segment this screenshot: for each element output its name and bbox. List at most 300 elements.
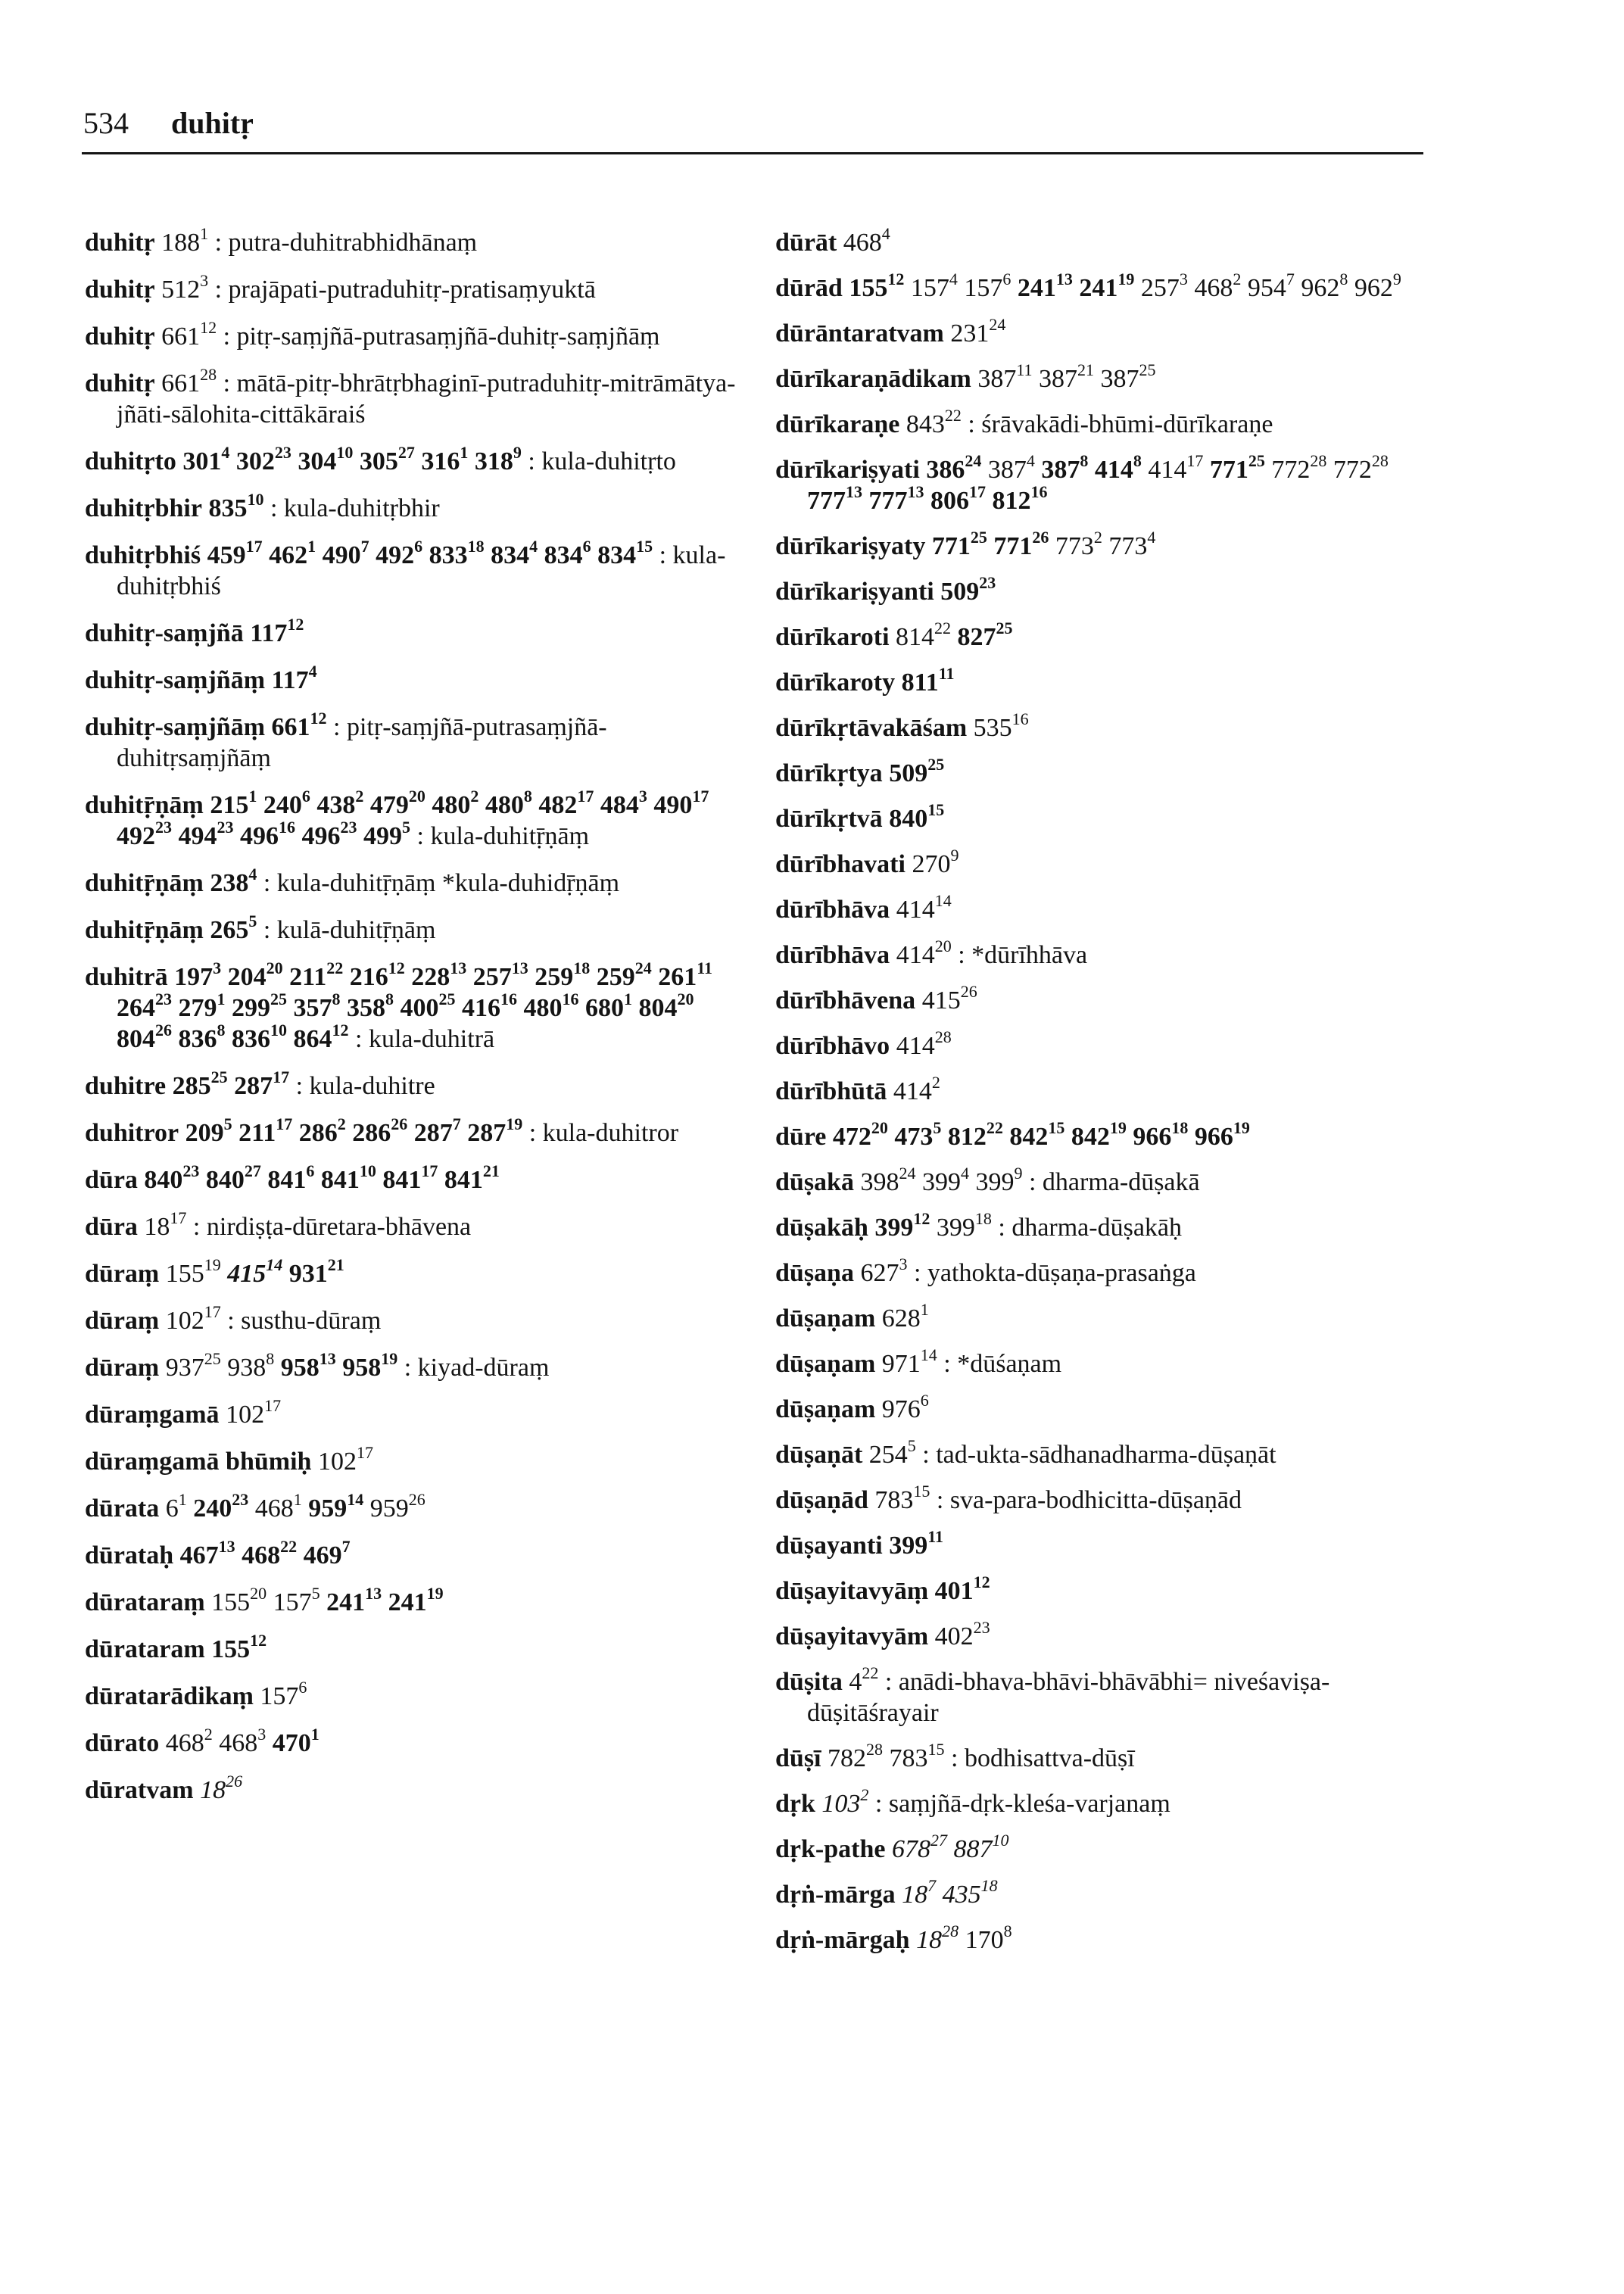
page-reference: $496^{23}$ xyxy=(301,818,357,850)
page-reference: $215^1$ xyxy=(210,787,257,819)
entry-gloss: : kula-duhitṛto xyxy=(528,447,676,475)
entry-headword: dūrībhāvena xyxy=(775,986,916,1015)
page-reference: $958^{13}$ xyxy=(280,1349,336,1382)
page-reference: $771^{25}$ xyxy=(1209,451,1265,484)
line-number: 17 xyxy=(969,482,986,501)
line-number: 25 xyxy=(996,619,1013,637)
entry-gloss: : kula-duhitṛbhiś xyxy=(117,541,726,600)
page-reference: $357^8$ xyxy=(293,990,341,1022)
line-number: 28 xyxy=(866,1740,883,1759)
entry-gloss: : kula-duhitror xyxy=(528,1119,679,1147)
entry-headword: dūrīkaroti xyxy=(775,623,890,651)
index-entry xyxy=(775,891,1442,925)
entry-headword: duhitṛ-saṃjñā xyxy=(85,619,244,647)
entry-headword: duhitṛ xyxy=(85,276,155,304)
line-number: 25 xyxy=(204,1349,221,1368)
line-number: 1 xyxy=(178,1490,187,1509)
index-entry xyxy=(775,709,1442,743)
entry-headword: dūṣī xyxy=(775,1744,821,1772)
page-reference: $170^8$ xyxy=(965,1922,1012,1954)
line-number: 10 xyxy=(247,490,264,509)
line-number: 22 xyxy=(326,958,344,977)
entry-headword: dūrīkariṣyaty xyxy=(775,532,926,560)
line-number: 5 xyxy=(311,1584,320,1603)
page-reference: $285^{25}$ xyxy=(172,1068,228,1100)
entry-headword: duhitṝṇāṃ xyxy=(85,869,204,897)
index-entry xyxy=(775,619,1442,653)
index-entry xyxy=(85,912,743,946)
index-entry xyxy=(775,528,1442,562)
entry-headword: dūrataḥ xyxy=(85,1541,174,1569)
left-column xyxy=(85,224,743,1822)
index-entry xyxy=(775,1073,1442,1107)
line-number: 6 xyxy=(414,537,423,556)
entry-headword: dṛṅ-mārga xyxy=(775,1881,896,1909)
page-reference: $627^3$ xyxy=(860,1255,908,1287)
line-number: 24 xyxy=(965,451,982,470)
page-reference: $188^1$ xyxy=(161,224,209,257)
line-number: 10 xyxy=(992,1831,1009,1850)
page-reference: $661^{28}$ xyxy=(161,365,217,397)
line-number: 3 xyxy=(899,1255,908,1273)
page-reference: $402^{23}$ xyxy=(934,1618,990,1650)
page-reference: $812^{22}$ xyxy=(947,1118,1003,1151)
page-reference: $435^{18}$ xyxy=(942,1876,998,1909)
page-reference: $231^{24}$ xyxy=(950,315,1006,348)
index-entry xyxy=(775,1391,1442,1425)
line-number: 5 xyxy=(933,1118,942,1137)
index-entry xyxy=(775,1785,1442,1819)
line-number: 18 xyxy=(980,1876,998,1895)
page-reference: $238^4$ xyxy=(210,865,257,897)
index-entry xyxy=(775,451,1442,516)
page-reference: $678^{27}$ xyxy=(891,1831,947,1863)
page-reference: $490^{17}$ xyxy=(653,787,709,819)
page-reference: $414^{14}$ xyxy=(896,891,952,924)
entry-headword: dūṣaṇam xyxy=(775,1395,876,1423)
line-number: 20 xyxy=(408,787,425,806)
page-reference: $286^{26}$ xyxy=(352,1114,408,1147)
page-reference: $209^5$ xyxy=(185,1114,232,1147)
page-reference: $773^4$ xyxy=(1108,528,1156,560)
line-number: 24 xyxy=(634,958,652,977)
line-number: 27 xyxy=(930,1831,947,1850)
entry-headword: duhitṛ xyxy=(85,369,155,397)
entry-headword: dṛk xyxy=(775,1790,815,1818)
page-reference: $479^{20}$ xyxy=(369,787,425,819)
page-reference: $971^{14}$ xyxy=(881,1345,937,1378)
page-reference: $783^{15}$ xyxy=(889,1740,945,1772)
line-number: 8 xyxy=(523,787,532,806)
line-number: 4 xyxy=(529,537,538,556)
index-entry xyxy=(85,1068,743,1102)
page-reference: $954^7$ xyxy=(1247,270,1295,302)
entry-gloss: : śrāvakādi-bhūmi-dūrīkaraṇe xyxy=(968,410,1273,438)
line-number: 5 xyxy=(907,1436,916,1455)
line-number: 15 xyxy=(927,1740,945,1759)
entry-headword: dūrataraṃ xyxy=(85,1588,205,1616)
page-reference: $316^1$ xyxy=(421,443,469,475)
index-entry xyxy=(85,662,743,696)
page-reference: $864^{12}$ xyxy=(293,1021,349,1053)
page-reference: $931^{21}$ xyxy=(288,1255,344,1288)
index-entry xyxy=(85,1161,743,1195)
entry-gloss: : *dūśaṇam xyxy=(943,1350,1062,1378)
line-number: 21 xyxy=(327,1255,344,1274)
running-head xyxy=(83,106,254,141)
line-number: 13 xyxy=(450,958,467,977)
line-number: 23 xyxy=(274,443,291,462)
index-entry xyxy=(775,1482,1442,1516)
page-reference: $841^{17}$ xyxy=(382,1161,438,1194)
line-number: 25 xyxy=(1248,451,1265,470)
index-entry xyxy=(85,1725,743,1759)
line-number: 12 xyxy=(887,270,905,288)
line-number: 15 xyxy=(636,537,653,556)
line-number: 15 xyxy=(927,800,945,819)
line-number: 13 xyxy=(511,958,528,977)
page-reference: $299^{25}$ xyxy=(232,990,287,1022)
entry-headword: dūrīkṛtya xyxy=(775,759,883,787)
line-number: 18 xyxy=(467,537,485,556)
page-reference: $772^{28}$ xyxy=(1333,451,1389,484)
index-entry xyxy=(775,1876,1442,1910)
line-number: 16 xyxy=(500,990,517,1008)
page-reference: $103^2$ xyxy=(821,1785,869,1818)
page-reference: $484^3$ xyxy=(600,787,647,819)
line-number: 28 xyxy=(200,365,217,384)
line-number: 25 xyxy=(270,990,287,1008)
line-number: 28 xyxy=(942,1922,959,1940)
line-number: 4 xyxy=(1147,528,1156,547)
page-reference: $18^{28}$ xyxy=(916,1922,959,1954)
entry-headword: dūṣaṇam xyxy=(775,1304,876,1332)
line-number: 4 xyxy=(308,662,317,681)
page-reference: $772^{28}$ xyxy=(1271,451,1327,484)
line-number: 14 xyxy=(266,1255,283,1274)
page-reference: $241^{19}$ xyxy=(388,1584,444,1616)
index-entry xyxy=(775,664,1442,698)
entry-headword: dūṣayanti xyxy=(775,1532,883,1560)
line-number: 7 xyxy=(927,1876,937,1895)
page-reference: $415^{14}$ xyxy=(227,1255,283,1288)
page-reference: $812^{16}$ xyxy=(992,482,1048,515)
index-entry xyxy=(85,1255,743,1289)
line-number: 19 xyxy=(1233,1118,1250,1137)
line-number: 18 xyxy=(974,1209,992,1228)
line-number: 10 xyxy=(336,443,354,462)
page-reference: $842^{19}$ xyxy=(1071,1118,1127,1151)
index-entry xyxy=(775,1118,1442,1152)
page-reference: $959^{26}$ xyxy=(369,1490,425,1523)
line-number: 22 xyxy=(280,1537,298,1556)
line-number: 22 xyxy=(934,619,952,637)
line-number: 17 xyxy=(170,1208,187,1227)
line-number: 2 xyxy=(1233,270,1242,288)
line-number: 4 xyxy=(960,1164,969,1183)
page-reference: $482^{17}$ xyxy=(538,787,594,819)
line-number: 3 xyxy=(1179,270,1188,288)
index-entry xyxy=(85,1208,743,1242)
index-entry xyxy=(775,800,1442,834)
page-reference: $414^2$ xyxy=(893,1073,940,1105)
entry-headword: dūṣayitavyāṃ xyxy=(775,1577,929,1605)
page-reference: $777^{13}$ xyxy=(807,482,862,515)
page-reference: $494^{23}$ xyxy=(178,818,234,850)
entry-gloss: : bodhisattva-dūṣī xyxy=(951,1744,1135,1772)
entry-headword: duhitṛ xyxy=(85,229,155,257)
index-entry xyxy=(775,1436,1442,1470)
page-reference: $254^5$ xyxy=(868,1436,916,1469)
entry-headword: dṛk-pathe xyxy=(775,1835,886,1863)
entry-headword: dūra xyxy=(85,1166,138,1194)
page-reference: $211^{22}$ xyxy=(289,958,344,991)
line-number: 4 xyxy=(1026,451,1035,470)
page-reference: $4^{22}$ xyxy=(849,1663,879,1696)
line-number: 13 xyxy=(319,1349,336,1368)
page-reference: $469^7$ xyxy=(303,1537,351,1569)
line-number: 11 xyxy=(697,958,713,977)
page-reference: $833^{18}$ xyxy=(429,537,485,569)
entry-headword: dūṣayitavyām xyxy=(775,1622,929,1650)
index-entry xyxy=(85,1302,743,1336)
page-reference: $102^{17}$ xyxy=(226,1396,282,1429)
entry-headword: dūrīkaroty xyxy=(775,669,896,697)
line-number: 1 xyxy=(920,1300,929,1319)
index-entry xyxy=(85,537,743,602)
line-number: 12 xyxy=(332,1021,349,1039)
page-reference: $228^{13}$ xyxy=(411,958,467,991)
index-entry xyxy=(85,318,743,352)
page-reference: $771^{26}$ xyxy=(993,528,1049,560)
index-entry xyxy=(85,1772,743,1806)
line-number: 14 xyxy=(920,1345,937,1364)
line-number: 1 xyxy=(460,443,469,462)
line-number: 4 xyxy=(949,270,958,288)
page-reference: $416^{16}$ xyxy=(462,990,517,1022)
index-entry xyxy=(775,846,1442,880)
line-number: 24 xyxy=(989,315,1006,334)
page-reference: $241^{19}$ xyxy=(1079,270,1135,302)
index-entry xyxy=(775,315,1442,349)
page-reference: $438^2$ xyxy=(316,787,364,819)
page-reference: $387^{11}$ xyxy=(977,360,1033,393)
line-number: 11 xyxy=(938,664,955,683)
entry-headword: dūre xyxy=(775,1123,827,1151)
page-reference: $305^{27}$ xyxy=(359,443,415,475)
entry-headword: dūṣita xyxy=(775,1668,843,1696)
line-number: 17 xyxy=(276,1114,293,1133)
index-entry xyxy=(85,490,743,524)
page-reference: $102^{17}$ xyxy=(165,1302,221,1335)
page-reference: $387^4$ xyxy=(987,451,1035,484)
index-entry xyxy=(85,1631,743,1665)
page-reference: $302^{23}$ xyxy=(235,443,291,475)
entry-headword: dūratvam xyxy=(85,1776,194,1804)
page-reference: $782^{28}$ xyxy=(828,1740,883,1772)
line-number: 1 xyxy=(200,224,209,243)
page-reference: $462^1$ xyxy=(269,537,316,569)
line-number: 19 xyxy=(204,1255,221,1274)
line-number: 2 xyxy=(1093,528,1102,547)
page-reference: $18^{17}$ xyxy=(144,1208,187,1241)
line-number: 25 xyxy=(210,1068,228,1086)
index-entry xyxy=(775,1255,1442,1289)
page-reference: $414^{20}$ xyxy=(896,937,952,969)
line-number: 3 xyxy=(638,787,647,806)
entry-gloss: : yathokta-dūṣaṇa-prasaṅga xyxy=(913,1259,1196,1287)
line-number: 1 xyxy=(293,1490,302,1509)
entry-headword: dūra xyxy=(85,1213,138,1241)
line-number: 8 xyxy=(217,1021,226,1039)
line-number: 4 xyxy=(881,224,890,243)
entry-headword: dūrata xyxy=(85,1495,160,1523)
page-reference: $414^{28}$ xyxy=(896,1027,952,1060)
entry-headword: dūraṃ xyxy=(85,1354,160,1382)
line-number: 7 xyxy=(452,1114,461,1133)
line-number: 23 xyxy=(182,1161,200,1180)
entry-gloss: : kulā-duhitṝṇāṃ xyxy=(263,916,436,944)
page-reference: $157^5$ xyxy=(273,1584,320,1616)
page-reference: $976^6$ xyxy=(881,1391,929,1423)
line-number: 6 xyxy=(298,1678,307,1697)
entry-gloss: : dharma-dūṣakāḥ xyxy=(998,1214,1183,1242)
entry-headword: dūrīkariṣyanti xyxy=(775,578,934,606)
line-number: 27 xyxy=(244,1161,261,1180)
page-reference: $387^8$ xyxy=(1041,451,1089,484)
entry-gloss: : *dūrīhhāva xyxy=(958,941,1088,969)
index-entry xyxy=(85,1349,743,1383)
page-reference: $840^{23}$ xyxy=(144,1161,200,1194)
index-entry xyxy=(775,1663,1442,1728)
page-reference: $211^{17}$ xyxy=(238,1114,293,1147)
entry-headword: duhitror xyxy=(85,1119,179,1147)
page-reference: $287^{19}$ xyxy=(467,1114,523,1147)
page-reference: $155^{12}$ xyxy=(849,270,905,302)
page-reference: $270^9$ xyxy=(912,846,959,878)
page-reference: $814^{22}$ xyxy=(896,619,952,651)
line-number: 2 xyxy=(931,1073,940,1092)
line-number: 12 xyxy=(310,709,327,728)
index-entry xyxy=(775,1572,1442,1607)
line-number: 17 xyxy=(264,1396,282,1415)
page-reference: $535^{16}$ xyxy=(973,709,1029,742)
line-number: 24 xyxy=(899,1164,916,1183)
page-reference: $257^3$ xyxy=(1140,270,1188,302)
right-column xyxy=(775,224,1442,1970)
index-entry xyxy=(775,360,1442,394)
line-number: 25 xyxy=(927,755,945,774)
entry-headword: dūrīkṛtāvakāśam xyxy=(775,714,968,742)
line-number: 25 xyxy=(1139,360,1156,379)
page-reference: $480^8$ xyxy=(485,787,532,819)
entry-gloss: : tad-ukta-sādhanadharma-dūṣaṇāt xyxy=(922,1441,1276,1469)
page-reference: $287^7$ xyxy=(413,1114,461,1147)
line-number: 12 xyxy=(388,958,405,977)
page-reference: $318^9$ xyxy=(474,443,522,475)
page-reference: $257^{13}$ xyxy=(472,958,528,991)
line-number: 6 xyxy=(301,787,310,806)
line-number: 20 xyxy=(266,958,283,977)
line-number: 17 xyxy=(204,1302,221,1321)
entry-headword: dūraṃ xyxy=(85,1260,160,1288)
page-reference: $117^{12}$ xyxy=(250,615,304,647)
entry-headword: dūrībhavati xyxy=(775,850,906,878)
page-reference: $771^{25}$ xyxy=(931,528,987,560)
line-number: 28 xyxy=(934,1027,952,1046)
page-reference: $264^{23}$ xyxy=(117,990,172,1022)
line-number: 1 xyxy=(624,990,632,1008)
index-entry xyxy=(775,1164,1442,1198)
index-entry xyxy=(775,573,1442,607)
line-number: 25 xyxy=(438,990,456,1008)
page-reference: $157^4$ xyxy=(910,270,958,302)
line-number: 23 xyxy=(232,1490,249,1509)
line-number: 15 xyxy=(1048,1118,1065,1137)
line-number: 23 xyxy=(973,1618,990,1637)
line-number: 19 xyxy=(506,1114,523,1133)
entry-headword: duhitṝṇāṃ xyxy=(85,916,204,944)
page-reference: $840^{15}$ xyxy=(889,800,945,833)
line-number: 16 xyxy=(562,990,579,1008)
line-number: 8 xyxy=(1003,1922,1012,1940)
index-entry xyxy=(775,982,1442,1016)
line-number: 9 xyxy=(950,846,959,865)
index-entry xyxy=(85,1537,743,1571)
line-number: 28 xyxy=(1371,451,1389,470)
page-reference: $286^2$ xyxy=(298,1114,346,1147)
index-entry xyxy=(85,224,743,258)
line-number: 17 xyxy=(273,1068,290,1086)
index-entry xyxy=(85,787,743,852)
page-reference: $287^{17}$ xyxy=(234,1068,290,1100)
line-number: 12 xyxy=(973,1572,990,1591)
entry-gloss: : prajāpati-putraduhitṛ-pratisaṃyuktā xyxy=(214,276,596,304)
index-entry xyxy=(775,755,1442,789)
line-number: 19 xyxy=(426,1584,444,1603)
index-entry xyxy=(775,1027,1442,1061)
entry-gloss: : dharma-dūṣakā xyxy=(1028,1168,1200,1196)
line-number: 2 xyxy=(860,1785,869,1804)
line-number: 16 xyxy=(1030,482,1048,501)
entry-gloss: : susthu-dūraṃ xyxy=(227,1307,382,1335)
line-number: 23 xyxy=(155,818,172,837)
line-number: 19 xyxy=(381,1349,398,1368)
page-reference: $811^{11}$ xyxy=(901,664,955,697)
line-number: 12 xyxy=(913,1209,930,1228)
line-number: 23 xyxy=(979,573,996,592)
page-reference: $387^{25}$ xyxy=(1100,360,1156,393)
page-reference: $773^2$ xyxy=(1055,528,1102,560)
page-reference: $358^8$ xyxy=(347,990,394,1022)
page-reference: $777^{13}$ xyxy=(868,482,924,515)
page-reference: $962^8$ xyxy=(1301,270,1348,302)
entry-headword: duhitṛ-saṃjñāṃ xyxy=(85,666,266,694)
index-entry xyxy=(85,443,743,477)
page-reference: $155^{19}$ xyxy=(165,1255,221,1288)
line-number: 17 xyxy=(356,1443,373,1462)
line-number: 18 xyxy=(1171,1118,1189,1137)
line-number: 12 xyxy=(287,615,304,634)
entry-headword: dūrībhāvo xyxy=(775,1032,890,1060)
line-number: 25 xyxy=(970,528,987,547)
line-number: 26 xyxy=(226,1772,243,1791)
line-number: 3 xyxy=(200,271,209,290)
page-reference: $399^4$ xyxy=(921,1164,969,1196)
line-number: 9 xyxy=(513,443,522,462)
index-entry xyxy=(775,224,1442,258)
entry-headword: dūrāt xyxy=(775,229,837,257)
